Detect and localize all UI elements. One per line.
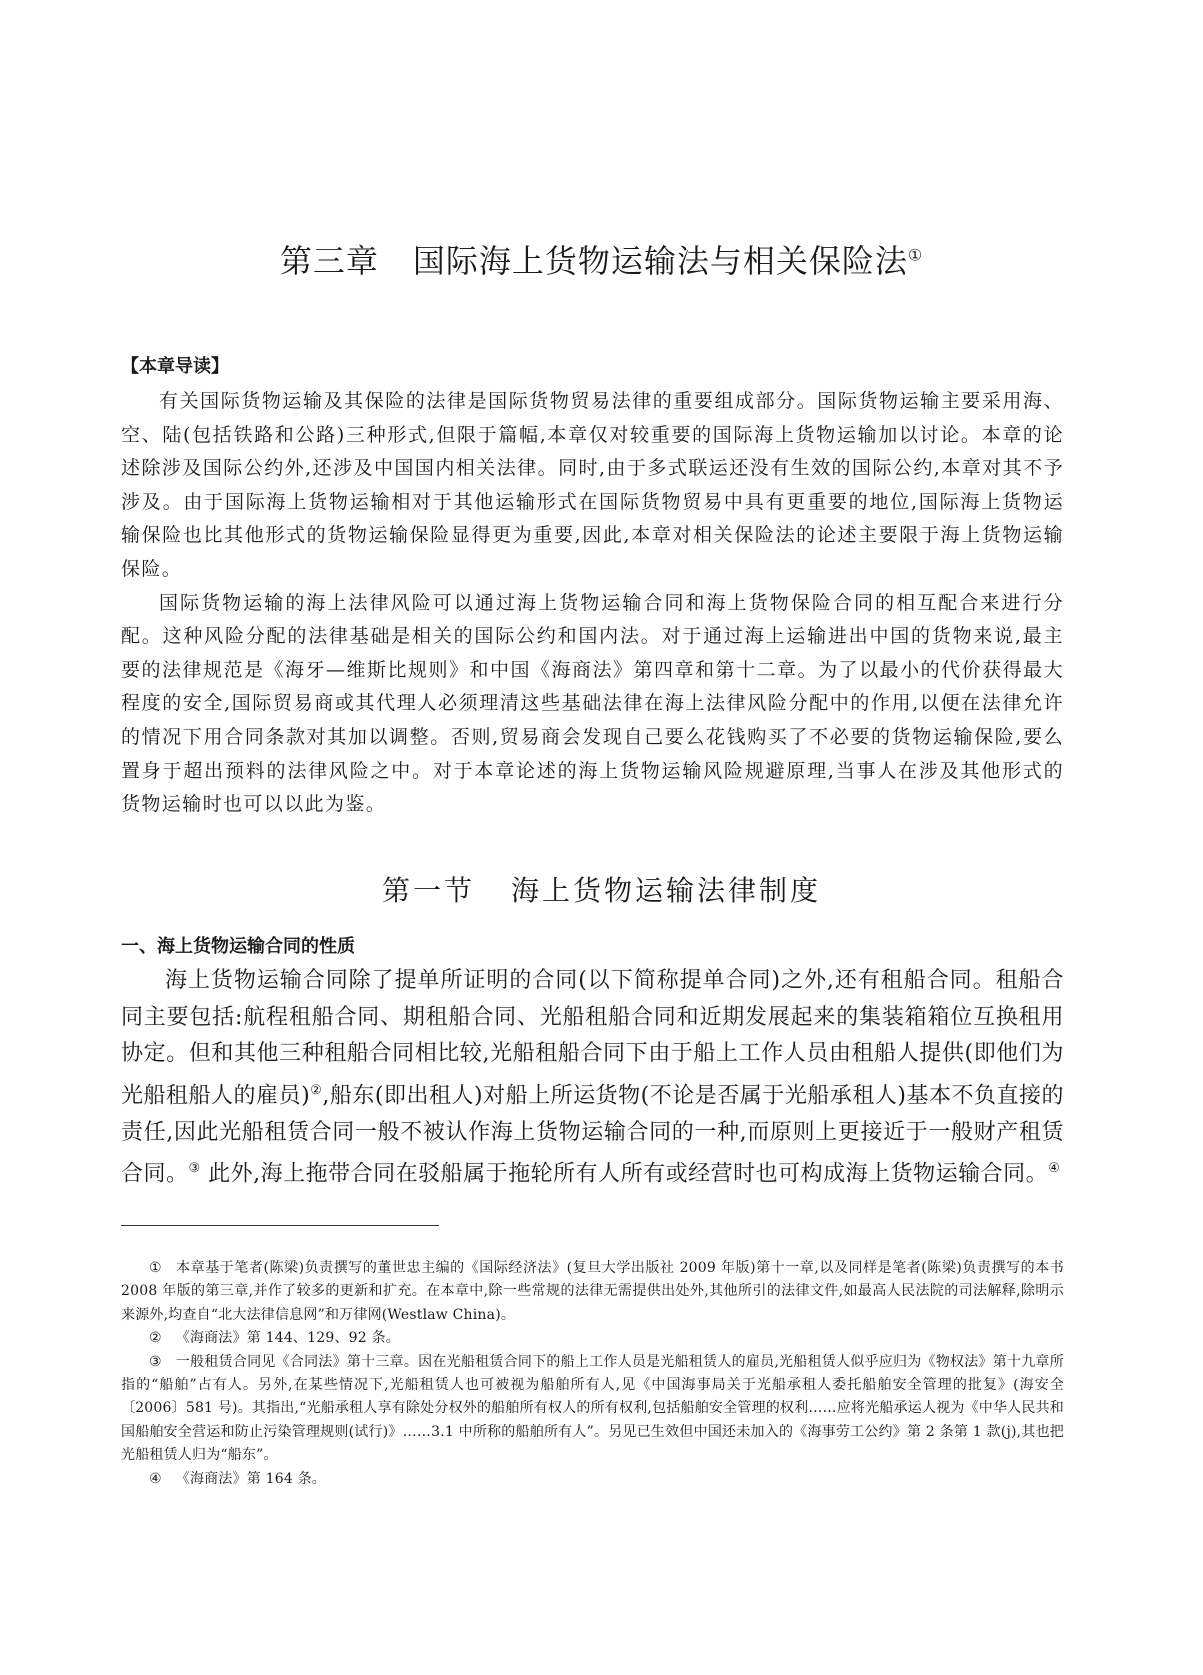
footnote-ref-3[interactable]: ③ bbox=[188, 1161, 201, 1177]
footnote-ref-2[interactable]: ② bbox=[310, 1082, 323, 1098]
body-text-segment: ,船东(即出租人)对船上所运货物(不论是否属于光船承租人)基本不负直接的责任,因此光船租赁合同一般不被认作海上货物运输合同的一种,而原则上更接近于一般财产租赁合同。 bbox=[121, 1083, 1065, 1187]
footnote-text: 本章基于笔者(陈梁)负责撰写的董世忠主编的《国际经济法》(复旦大学出版社 2009 年版)第十一章,以及同样是笔者(陈梁)负责撰写的本书 2008 年版的第三章,并作了较多的更新和扩充。在本章中,除一些常规的法律无需提供出处外,其他所引的法律文件,如最高人民法院的司法解释,除明示来源外,均查自“北大法律信息网”和万律网(Westlaw China)。 bbox=[121, 1260, 1064, 1323]
section-title-text: 海上货物运输法律制度 bbox=[511, 874, 822, 907]
footnote-divider bbox=[121, 1225, 439, 1226]
chapter-title-text: 国际海上货物运输法与相关保险法 bbox=[412, 242, 908, 280]
chapter-title bbox=[0, 236, 1203, 282]
footnote-4 bbox=[121, 1468, 1064, 1491]
footnote-ref-1[interactable]: ① bbox=[907, 245, 924, 265]
section-title bbox=[0, 869, 1203, 909]
chapter-number: 第三章 bbox=[279, 242, 379, 280]
footnote-3 bbox=[121, 1351, 1064, 1468]
guide-paragraph: 国际货物运输的海上法律风险可以通过海上货物运输合同和海上货物保险合同的相互配合来进行分配。这种风险分配的法律基础是相关的国际公约和国内法。对于通过海上运输进出中国的货物来说,最主要的法律规范是《海牙—维斯比规则》和中国《海商法》第四章和第十二章。为了以最小的代价获得最大程度的安全,国际贸易商或其代理人必须理清这些基础法律在海上法律风险分配中的作用,以便在法律允许的情况下用合同条款对其加以调整。否则,贸易商会发现自己要么花钱购买了不必要的货物运输保险,要么置身于超出预料的法律风险之中。对于本章论述的海上货物运输风险规避原理,当事人在涉及其他形式的货物运输时也可以以此为鉴。 bbox=[121, 591, 1064, 816]
footnote-mark: ② bbox=[149, 1330, 162, 1347]
footnote-1 bbox=[121, 1257, 1064, 1327]
footnote-text: 《海商法》第 164 条。 bbox=[175, 1470, 326, 1487]
footnote-mark: ③ bbox=[149, 1353, 162, 1370]
chapter-guide-body bbox=[121, 385, 1064, 822]
footnote-text: 《海商法》第 144、129、92 条。 bbox=[175, 1330, 400, 1347]
footnotes bbox=[121, 1257, 1064, 1491]
footnote-text: 一般租赁合同见《合同法》第十三章。因在光船租赁合同下的船上工作人员是光船租赁人的雇员,光船租赁人似乎应归为《物权法》第十九章所指的“船舶”占有人。另外,在某些情况下,光船租赁人也可被视为船舶所有人,见《中国海事局关于光船承租人委托船舶安全管理的批复》(海安全〔2006〕581 号)。其指出,“光船承租人享有除处分权外的船舶所有权人的所有权利,包括船舶安全管理的权利……应将光船承运人视为《中华人民共和国船舶安全营运和防止污染管理规则(试行)》……3.1 中所称的船舶所有人”。另见已生效但中国还未加入的《海事劳工公约》第 2 条第 1 款(j),其也把光船租赁人归为“船东”。 bbox=[121, 1353, 1064, 1464]
chapter-guide-heading: 【本章导读】 bbox=[121, 356, 229, 377]
body-text-segment: 此外,海上拖带合同在驳船属于拖轮所有人所有或经营时也可构成海上货物运输合同。 bbox=[200, 1161, 1049, 1187]
subsection-heading: 一、海上货物运输合同的性质 bbox=[121, 936, 355, 957]
guide-paragraph: 有关国际货物运输及其保险的法律是国际货物贸易法律的重要组成部分。国际货物运输主要采用海、空、陆(包括铁路和公路)三种形式,但限于篇幅,本章仅对较重要的国际海上货物运输加以讨论。本章的论述除涉及国际公约外,还涉及中国国内相关法律。同时,由于多式联运还没有生效的国际公约,本章对其不予涉及。由于国际海上货物运输相对于其他运输形式在国际货物贸易中具有更重要的地位,国际海上货物运输保险也比其他形式的货物运输保险显得更为重要,因此,本章对相关保险法的论述主要限于海上货物运输保险。 bbox=[121, 390, 1064, 580]
body-paragraph bbox=[121, 963, 1064, 1193]
footnote-mark: ④ bbox=[149, 1470, 162, 1487]
footnote-mark: ① bbox=[149, 1260, 163, 1276]
footnote-2 bbox=[121, 1327, 1064, 1350]
subsection-body bbox=[121, 963, 1064, 1193]
body-text-segment: 海上货物运输合同除了提单所证明的合同(以下简称提单合同)之外,还有租船合同。租船合同主要包括:航程租船合同、期租船合同、光船租船合同和近期发展起来的集装箱箱位互换租用协定。但和其他三种租船合同相比较,光船租船合同下由于船上工作人员由租船人提供(即他们为光船租船人的雇员) bbox=[121, 968, 1064, 1109]
section-number: 第一节 bbox=[381, 874, 475, 907]
footnote-ref-4[interactable]: ④ bbox=[1048, 1161, 1061, 1177]
